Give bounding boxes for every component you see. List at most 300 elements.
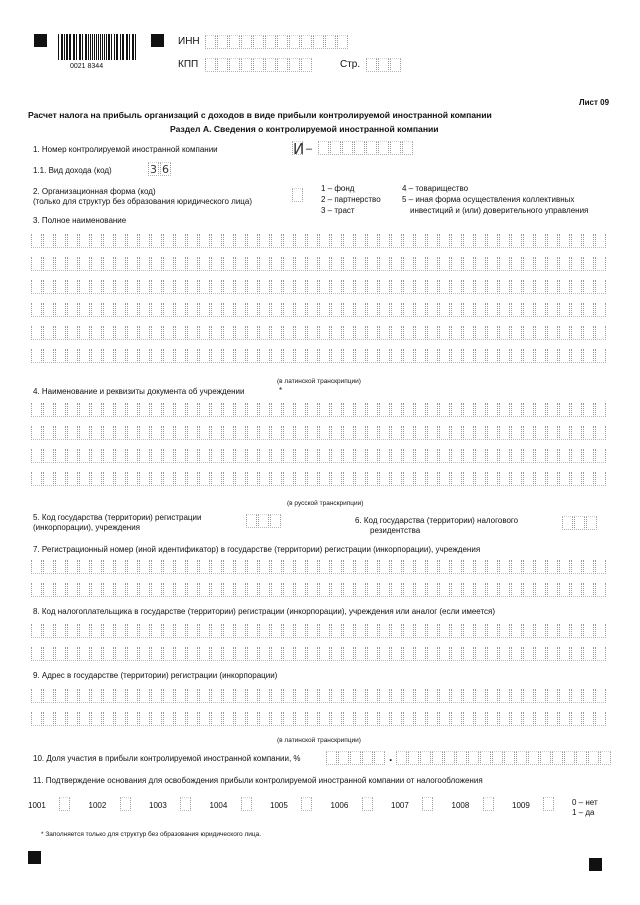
char-cell[interactable] [211,624,222,638]
char-cell[interactable] [343,449,354,463]
char-cell[interactable] [475,583,486,597]
char-cell[interactable] [199,560,210,574]
char-cell[interactable] [367,560,378,574]
char-cell[interactable] [139,426,150,440]
char-cell[interactable] [187,689,198,703]
char-cell[interactable] [259,234,270,248]
char-cell[interactable] [247,326,258,340]
char-cell[interactable] [223,349,234,363]
char-cell[interactable] [271,449,282,463]
char-cell[interactable] [211,234,222,248]
char-cell[interactable] [79,349,90,363]
char-cell[interactable] [115,712,126,726]
char-cell[interactable] [31,449,42,463]
char-cell[interactable] [456,751,467,765]
char-cell[interactable] [374,751,385,765]
char-cell[interactable] [277,58,288,72]
char-cell[interactable] [91,647,102,661]
char-cell[interactable] [559,303,570,317]
char-cell[interactable] [362,751,373,765]
char-cell[interactable] [523,257,534,271]
char-cell[interactable] [583,472,594,486]
field-4-row[interactable] [31,449,607,463]
char-cell[interactable] [355,560,366,574]
char-cell[interactable] [516,751,527,765]
char-cell[interactable] [55,712,66,726]
field-10-integer-cells[interactable] [326,751,386,765]
char-cell[interactable] [547,449,558,463]
char-cell[interactable] [139,449,150,463]
char-cell[interactable] [487,712,498,726]
char-cell[interactable] [583,689,594,703]
char-cell[interactable] [283,303,294,317]
char-cell[interactable] [31,560,42,574]
char-cell[interactable] [91,280,102,294]
char-cell[interactable] [540,751,551,765]
char-cell[interactable] [379,583,390,597]
char-cell[interactable] [583,234,594,248]
char-cell[interactable] [31,234,42,248]
char-cell[interactable] [391,303,402,317]
char-cell[interactable] [43,712,54,726]
char-cell[interactable] [223,234,234,248]
char-cell[interactable] [43,403,54,417]
char-cell[interactable] [432,751,443,765]
char-cell[interactable] [355,624,366,638]
char-cell[interactable] [246,514,257,528]
char-cell[interactable] [55,560,66,574]
char-cell[interactable] [103,234,114,248]
char-cell[interactable] [319,449,330,463]
char-cell[interactable] [235,560,246,574]
char-cell[interactable] [127,449,138,463]
char-cell[interactable] [403,280,414,294]
char-cell[interactable] [115,234,126,248]
char-cell[interactable] [559,426,570,440]
char-cell[interactable] [307,280,318,294]
char-cell[interactable] [559,472,570,486]
char-cell[interactable] [283,257,294,271]
char-cell[interactable] [67,403,78,417]
char-cell[interactable] [499,280,510,294]
char-cell[interactable] [115,560,126,574]
char-cell[interactable] [151,303,162,317]
char-cell[interactable] [475,426,486,440]
char-cell[interactable] [151,449,162,463]
char-cell[interactable] [355,689,366,703]
char-cell[interactable] [354,141,365,155]
char-cell[interactable] [259,689,270,703]
char-cell[interactable] [55,624,66,638]
char-cell[interactable] [535,234,546,248]
char-cell[interactable] [511,349,522,363]
char-cell[interactable] [415,303,426,317]
char-cell[interactable] [31,472,42,486]
char-cell[interactable] [259,426,270,440]
char-cell[interactable] [223,403,234,417]
char-cell[interactable] [415,280,426,294]
char-cell[interactable] [31,689,42,703]
char-cell[interactable] [391,472,402,486]
char-cell[interactable] [367,624,378,638]
char-cell[interactable] [378,141,389,155]
char-cell[interactable] [307,472,318,486]
char-cell[interactable] [247,449,258,463]
char-cell[interactable] [562,516,573,530]
char-cell[interactable] [574,516,585,530]
char-cell[interactable] [564,751,575,765]
char-cell[interactable] [235,449,246,463]
char-cell[interactable] [235,303,246,317]
char-cell[interactable] [427,472,438,486]
char-cell[interactable] [379,303,390,317]
char-cell[interactable] [571,689,582,703]
char-cell[interactable] [415,647,426,661]
char-cell[interactable] [487,689,498,703]
char-cell[interactable] [319,280,330,294]
char-cell[interactable] [151,712,162,726]
char-cell[interactable] [367,303,378,317]
char-cell[interactable] [223,303,234,317]
char-cell[interactable] [331,280,342,294]
char-cell[interactable] [571,449,582,463]
char-cell[interactable] [523,426,534,440]
char-cell[interactable] [427,257,438,271]
char-cell[interactable] [367,280,378,294]
char-cell[interactable] [139,257,150,271]
char-cell[interactable] [366,141,377,155]
char-cell[interactable] [439,426,450,440]
char-cell[interactable] [283,426,294,440]
char-cell[interactable] [319,689,330,703]
char-cell[interactable] [271,647,282,661]
char-cell[interactable] [487,647,498,661]
char-cell[interactable] [547,403,558,417]
char-cell[interactable] [331,624,342,638]
char-cell[interactable] [463,234,474,248]
char-cell[interactable] [331,426,342,440]
char-cell[interactable] [175,472,186,486]
char-cell[interactable] [187,303,198,317]
char-cell[interactable] [487,257,498,271]
char-cell[interactable] [283,234,294,248]
char-cell[interactable] [187,647,198,661]
char-cell[interactable] [463,280,474,294]
char-cell[interactable] [271,426,282,440]
char-cell[interactable] [259,712,270,726]
char-cell[interactable] [487,303,498,317]
char-cell[interactable] [499,560,510,574]
char-cell[interactable] [415,449,426,463]
char-cell[interactable] [283,326,294,340]
char-cell[interactable] [396,751,407,765]
field-2-cell[interactable] [292,188,304,202]
char-cell[interactable] [343,560,354,574]
char-cell[interactable] [271,280,282,294]
char-cell[interactable] [511,280,522,294]
char-cell[interactable] [600,751,611,765]
char-cell[interactable] [235,647,246,661]
char-cell[interactable] [350,751,361,765]
char-cell[interactable] [223,560,234,574]
char-cell[interactable] [379,560,390,574]
char-cell[interactable] [103,449,114,463]
char-cell[interactable] [523,280,534,294]
char-cell[interactable] [343,257,354,271]
char-cell[interactable] [571,647,582,661]
char-cell[interactable] [151,326,162,340]
char-cell[interactable] [487,326,498,340]
field-7-row[interactable] [31,560,607,574]
char-cell[interactable] [483,797,494,811]
char-cell[interactable] [67,624,78,638]
char-cell[interactable] [103,583,114,597]
char-cell[interactable] [439,583,450,597]
char-cell[interactable] [559,234,570,248]
char-cell[interactable] [547,583,558,597]
char-cell[interactable] [355,472,366,486]
char-cell[interactable] [67,326,78,340]
field-3-row[interactable] [31,326,607,340]
char-cell[interactable] [535,303,546,317]
char-cell[interactable] [547,624,558,638]
char-cell[interactable] [523,560,534,574]
char-cell[interactable] [283,280,294,294]
exemption-code-cell[interactable] [422,797,434,811]
char-cell[interactable] [223,449,234,463]
char-cell[interactable] [475,403,486,417]
char-cell[interactable] [79,257,90,271]
char-cell[interactable] [115,257,126,271]
char-cell[interactable] [535,426,546,440]
char-cell[interactable] [235,689,246,703]
char-cell[interactable] [571,303,582,317]
char-cell[interactable] [422,797,433,811]
char-cell[interactable] [415,426,426,440]
char-cell[interactable] [247,712,258,726]
char-cell[interactable] [295,257,306,271]
char-cell[interactable] [59,797,70,811]
char-cell[interactable] [571,712,582,726]
char-cell[interactable] [79,403,90,417]
char-cell[interactable] [475,449,486,463]
char-cell[interactable] [439,560,450,574]
char-cell[interactable] [487,583,498,597]
char-cell[interactable] [199,647,210,661]
char-cell[interactable] [67,426,78,440]
char-cell[interactable] [295,712,306,726]
char-cell[interactable] [247,647,258,661]
char-cell[interactable] [427,624,438,638]
char-cell[interactable] [199,349,210,363]
char-cell[interactable] [211,426,222,440]
char-cell[interactable] [67,349,78,363]
char-cell[interactable] [307,257,318,271]
char-cell[interactable] [571,257,582,271]
char-cell[interactable] [259,624,270,638]
char-cell[interactable] [55,349,66,363]
char-cell[interactable] [235,583,246,597]
char-cell[interactable] [127,349,138,363]
char-cell[interactable] [283,712,294,726]
char-cell[interactable] [307,712,318,726]
field-3-row[interactable] [31,234,607,248]
char-cell[interactable] [535,560,546,574]
char-cell[interactable] [55,403,66,417]
char-cell[interactable] [439,326,450,340]
char-cell[interactable] [31,349,42,363]
char-cell[interactable] [79,647,90,661]
char-cell[interactable] [367,647,378,661]
char-cell[interactable] [103,426,114,440]
char-cell[interactable] [595,449,606,463]
char-cell[interactable] [559,449,570,463]
char-cell[interactable] [415,689,426,703]
char-cell[interactable] [247,403,258,417]
char-cell[interactable] [79,712,90,726]
char-cell[interactable] [241,797,252,811]
field-3-row[interactable] [31,349,607,363]
char-cell[interactable] [367,403,378,417]
char-cell[interactable] [595,303,606,317]
char-cell[interactable] [223,624,234,638]
char-cell[interactable] [151,472,162,486]
char-cell[interactable] [103,472,114,486]
char-cell[interactable] [151,583,162,597]
field-4-row[interactable] [31,426,607,440]
char-cell[interactable] [151,426,162,440]
char-cell[interactable] [595,689,606,703]
char-cell[interactable] [175,449,186,463]
char-cell[interactable] [127,624,138,638]
char-cell[interactable] [331,349,342,363]
char-cell[interactable] [67,280,78,294]
char-cell[interactable] [547,234,558,248]
char-cell[interactable] [583,326,594,340]
char-cell[interactable] [595,472,606,486]
char-cell[interactable] [595,583,606,597]
char-cell[interactable] [103,326,114,340]
char-cell[interactable] [151,403,162,417]
char-cell[interactable] [103,257,114,271]
char-cell[interactable] [367,349,378,363]
char-cell[interactable] [223,280,234,294]
char-cell[interactable] [511,257,522,271]
char-cell[interactable] [163,349,174,363]
char-cell[interactable] [211,326,222,340]
char-cell[interactable] [120,797,131,811]
char-cell[interactable] [559,624,570,638]
char-cell[interactable] [43,234,54,248]
char-cell[interactable] [127,280,138,294]
char-cell[interactable] [43,449,54,463]
char-cell[interactable] [439,624,450,638]
char-cell[interactable] [487,624,498,638]
char-cell[interactable] [307,560,318,574]
char-cell[interactable] [307,583,318,597]
char-cell[interactable] [463,403,474,417]
char-cell[interactable] [271,303,282,317]
char-cell[interactable] [229,58,240,72]
field-4-row[interactable] [31,403,607,417]
char-cell[interactable] [79,583,90,597]
char-cell[interactable] [427,689,438,703]
char-cell[interactable] [547,326,558,340]
char-cell[interactable] [343,624,354,638]
char-cell[interactable] [451,647,462,661]
char-cell[interactable] [595,624,606,638]
char-cell[interactable] [115,403,126,417]
char-cell[interactable] [337,35,348,49]
char-cell[interactable] [289,35,300,49]
char-cell[interactable] [307,624,318,638]
char-cell[interactable] [319,583,330,597]
char-cell[interactable] [355,426,366,440]
char-cell[interactable] [576,751,587,765]
char-cell[interactable] [79,303,90,317]
char-cell[interactable] [391,583,402,597]
char-cell[interactable] [535,257,546,271]
char-cell[interactable] [163,583,174,597]
char-cell[interactable] [67,560,78,574]
char-cell[interactable] [475,326,486,340]
char-cell[interactable] [175,257,186,271]
char-cell[interactable] [415,234,426,248]
char-cell[interactable] [571,234,582,248]
char-cell[interactable] [595,712,606,726]
char-cell[interactable] [379,449,390,463]
char-cell[interactable] [511,449,522,463]
char-cell[interactable] [43,624,54,638]
char-cell[interactable] [175,303,186,317]
char-cell[interactable] [559,647,570,661]
char-cell[interactable] [463,647,474,661]
char-cell[interactable] [319,403,330,417]
char-cell[interactable] [175,583,186,597]
char-cell[interactable] [127,234,138,248]
char-cell[interactable] [463,449,474,463]
char-cell[interactable] [139,583,150,597]
char-cell[interactable] [595,349,606,363]
char-cell[interactable] [55,449,66,463]
field-7-row[interactable] [31,583,607,597]
char-cell[interactable] [475,257,486,271]
char-cell[interactable] [43,426,54,440]
char-cell[interactable] [547,257,558,271]
char-cell[interactable] [523,234,534,248]
char-cell[interactable] [463,712,474,726]
char-cell[interactable] [235,349,246,363]
char-cell[interactable] [415,472,426,486]
char-cell[interactable] [511,647,522,661]
char-cell[interactable] [595,234,606,248]
char-cell[interactable] [295,426,306,440]
char-cell[interactable] [139,280,150,294]
char-cell[interactable] [451,257,462,271]
char-cell[interactable] [379,234,390,248]
char-cell[interactable] [283,403,294,417]
field-10-fraction-cells[interactable] [396,751,612,765]
char-cell[interactable] [379,280,390,294]
char-cell[interactable] [67,689,78,703]
char-cell[interactable] [427,303,438,317]
char-cell[interactable] [175,234,186,248]
char-cell[interactable] [103,349,114,363]
char-cell[interactable] [67,712,78,726]
char-cell[interactable] [163,326,174,340]
char-cell[interactable] [583,257,594,271]
char-cell[interactable] [211,449,222,463]
